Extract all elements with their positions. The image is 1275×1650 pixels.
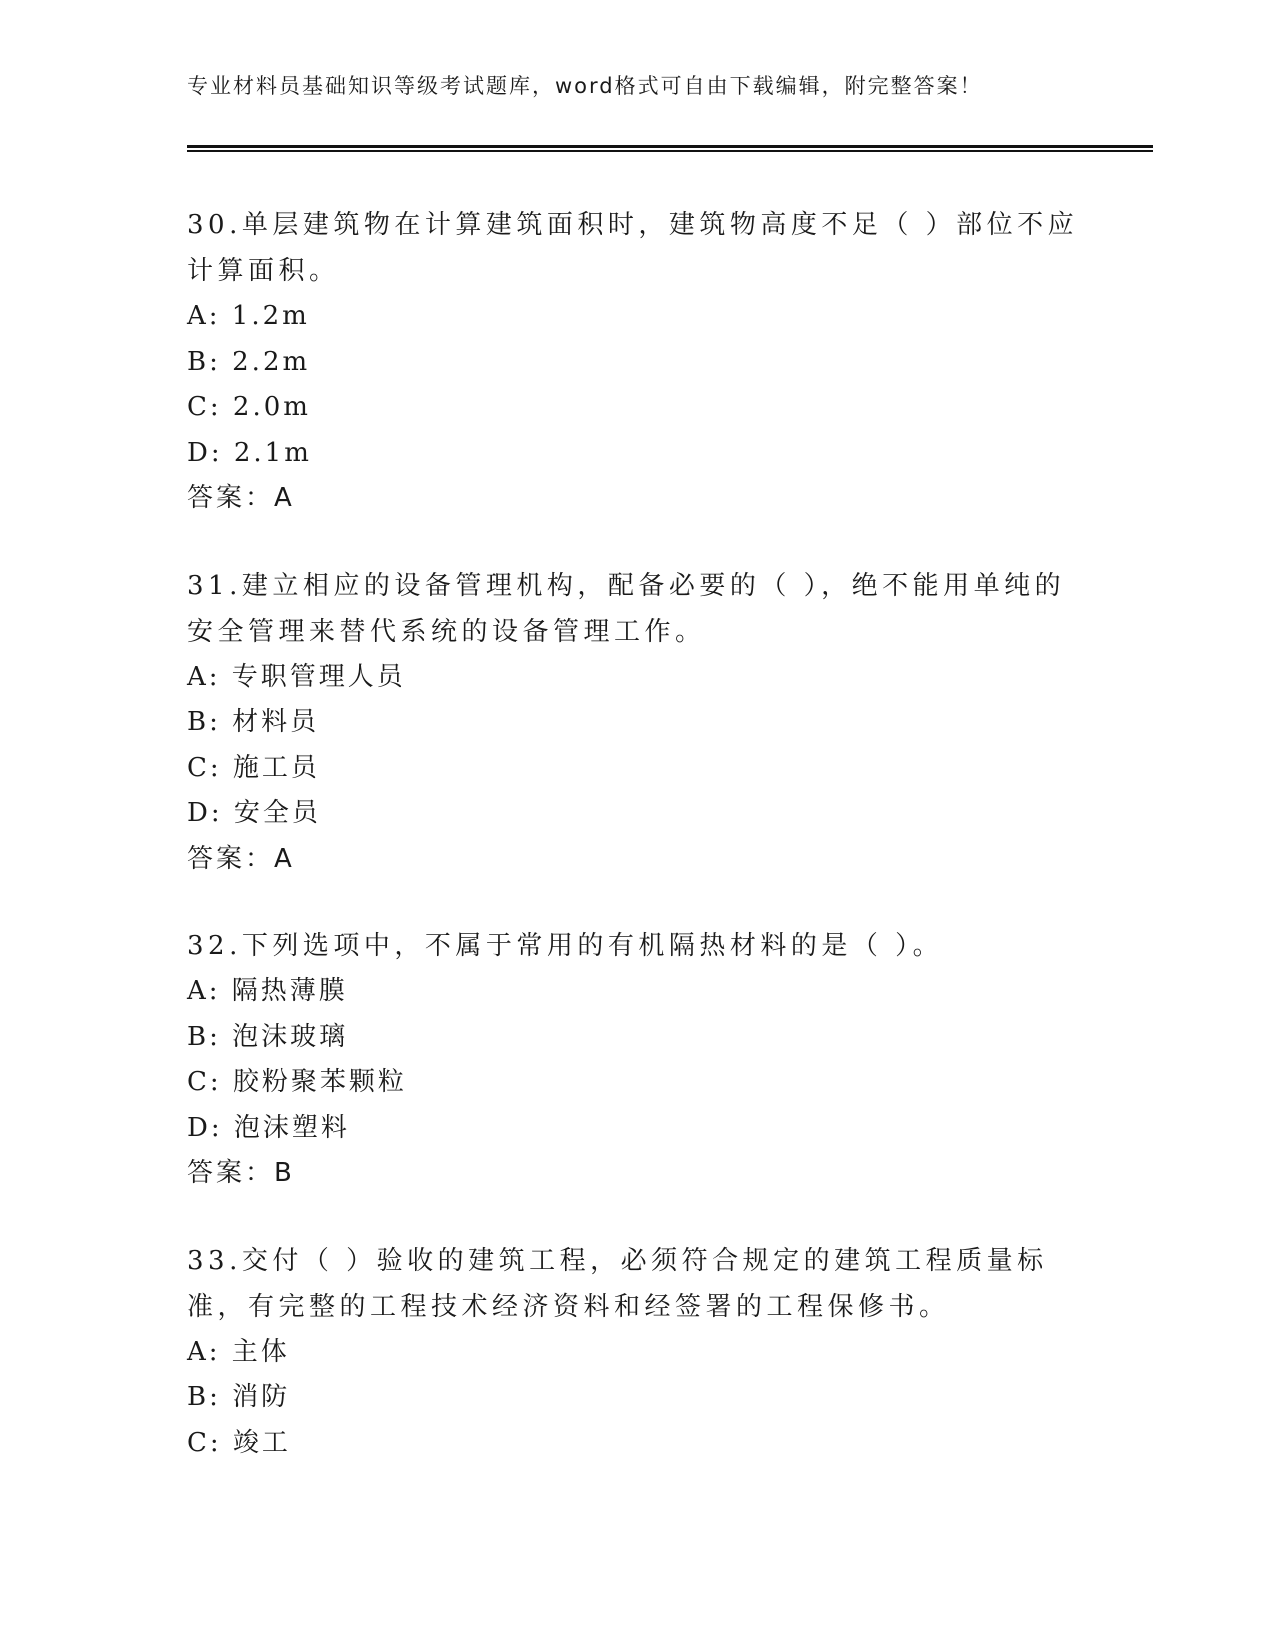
question-30 <box>187 202 1087 522</box>
option-a: A: 隔热薄膜 <box>187 976 348 1006</box>
option-b: B: 材料员 <box>187 707 320 737</box>
option-d: D: 2.1m <box>187 437 312 468</box>
answer-line: 答案：A <box>187 843 295 874</box>
option-c: C: 施工员 <box>187 752 320 783</box>
question-stem: 30.单层建筑物在计算建筑面积时，建筑物高度不足（ ）部位不应计算面积。 <box>187 210 1079 286</box>
option-d: D: 安全员 <box>187 798 321 828</box>
question-stem: 32.下列选项中，不属于常用的有机隔热材料的是（ ）。 <box>187 931 944 961</box>
option-a: A: 1.2m <box>187 301 310 331</box>
option-a: A: 专职管理人员 <box>187 661 406 692</box>
question-32 <box>187 923 1087 1197</box>
option-c: C: 胶粉聚苯颗粒 <box>187 1067 407 1097</box>
option-c: C: 2.0m <box>187 392 311 422</box>
answer-line: 答案：A <box>187 483 295 513</box>
question-list <box>187 202 1087 1507</box>
option-b: B: 泡沫玻璃 <box>187 1021 349 1052</box>
page-header-text: 专业材料员基础知识等级考试题库，word格式可自由下载编辑，附完整答案！ <box>187 74 983 98</box>
option-b: B: 2.2m <box>187 346 311 377</box>
option-b: B: 消防 <box>187 1382 291 1412</box>
option-c: C: 竣工 <box>187 1427 291 1458</box>
header-rule-thin <box>187 150 1153 152</box>
question-stem: 31.建立相应的设备管理机构，配备必要的（ ），绝不能用单纯的安全管理来替代系统的设备管理工作。 <box>187 570 1066 647</box>
option-d: D: 泡沫塑料 <box>187 1112 350 1143</box>
answer-line: 答案：B <box>187 1158 295 1188</box>
question-stem: 33.交付（ ）验收的建筑工程，必须符合规定的建筑工程质量标准，有完整的工程技术经济资料和经签署的工程保修书。 <box>187 1245 1048 1322</box>
question-31 <box>187 563 1087 883</box>
option-a: A: 主体 <box>187 1336 290 1367</box>
header-rule-thick <box>187 145 1153 148</box>
question-33 <box>187 1238 1087 1467</box>
